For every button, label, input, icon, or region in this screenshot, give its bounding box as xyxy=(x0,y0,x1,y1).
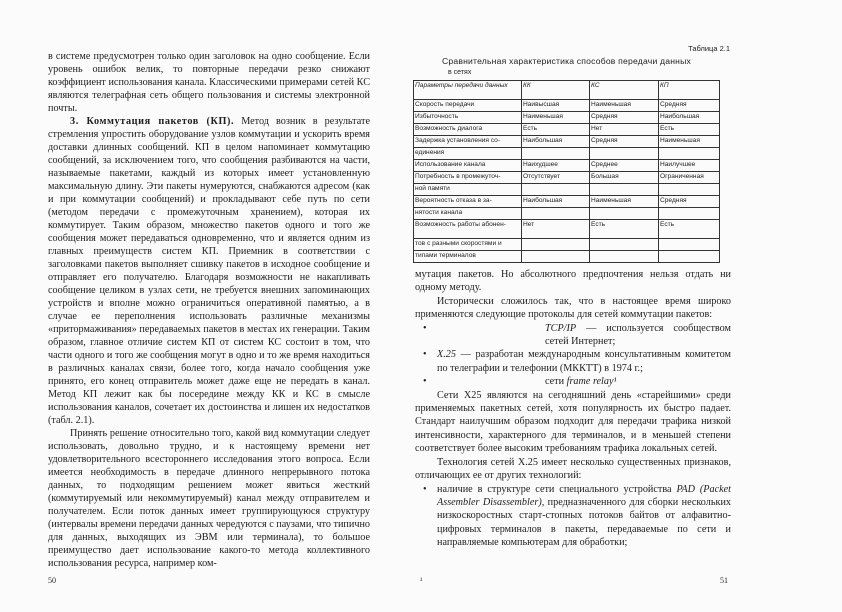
table-cell: Наилучшее xyxy=(659,160,720,172)
table-cell: Скорость передачи xyxy=(414,100,522,112)
table-header-cell: Параметры передачи данных xyxy=(414,81,522,100)
table-header-cell: КП xyxy=(659,81,720,100)
table-cell xyxy=(590,184,659,196)
table-row xyxy=(414,100,720,112)
table-title-continuation: в сетях xyxy=(448,69,472,76)
table-cell: Наименьшая xyxy=(590,100,659,112)
table-cell: Возможность работы абонен- xyxy=(414,220,522,239)
list-item-term: PAD (Packet Assembler Disassembler), xyxy=(437,483,731,508)
page-number-right: 51 xyxy=(720,576,728,585)
table-cell: Использование канала xyxy=(414,160,522,172)
list-item-term: TCP/IP xyxy=(545,322,577,334)
table-cell: Есть xyxy=(522,124,590,136)
table-title: Сравнительная характеристика способов передачи данных xyxy=(441,56,691,66)
table-cell: Возможность диалога xyxy=(414,124,522,136)
table-row xyxy=(414,124,720,136)
table-cell xyxy=(590,251,659,263)
paragraph-text: Метод возник в результате стремления упростить оборудование узлов коммутации и ускорить время доставки длинных сообщений. КП в целом напоминает коммутацию сообщений, за исключением того, что сообщения разбиваются на части, называемые пакетами, каждый из которых имеет установленную максимальную длину. Эти пакеты нумеруются, снабжаются адресом (как и при коммутации сообщений) и прокладывают себе путь по сети (методом передачи с промежуточным хранением), которая их коммутирует. Таким образом, множество пакетов одного и того же сообщения может передаваться одновременно, что и является одним из главных преимуществ систем КП. Приемник в соответствии с заголовками пакетов выполняет сшивку пакетов в исходное сообщение и отправляет его получателю. Благодаря возможности не накапливать сообщение целиком в узлах сети, не требуется внешних запоминающих устройств и вполне можно ограничиться оперативной памятью, а в случае ее переполнения использовать различные механизмы «притормаживания» передаваемых пакетов в местах их генерации. Таким образом, главное отличие систем КП от систем КС состоит в том, что части одного и того же сообщения могут в одно и то же время находиться в различных каналах связи, более того, когда начало сообщения уже принято, его конец отправитель может даже еще не передать в канал. Метод КП лежит как бы посередине между КК и КС в смысле использования каналов, сочетает их достоинства и лишен их недостатков (табл. 2.1). xyxy=(48,116,370,426)
list-item-text: — используется сообществом сетей Интернет; xyxy=(545,322,731,348)
table-cell xyxy=(522,184,590,196)
paragraph: Принять решение относительно того, какой вид коммутации следует использовать, довольно трудно, и к настоящему времени нет удовлетворительного всестороннего исследования этого вопроса. Если имеется необходимость в передаче длинного непрерывного потока данных, то подходящим решением может явиться жесткий (коммутируемый или некоммутируемый) канал между отправителем и получателем. Если поток данных имеет группирующуюся структуру (интервалы времени передачи данных чередуются с паузами, что типично для данных, выходящих из ЭВМ или терминала), то большое преимущество дает использование какого-то метода коллективного использования ресурса, например ком- xyxy=(48,428,370,569)
table-cell: Ограниченная xyxy=(659,172,720,184)
table-row xyxy=(414,251,720,263)
table-cell: Отсутствует xyxy=(522,172,590,184)
list-item-text: сети xyxy=(545,376,567,388)
table-cell xyxy=(590,208,659,220)
table-cell: Наибольшая xyxy=(659,112,720,124)
table-row xyxy=(414,208,720,220)
list-item-text: наличие в структуре сети специального устройства xyxy=(437,483,677,495)
list-item-term: frame relay¹ xyxy=(566,376,617,388)
left-page-text xyxy=(48,50,370,570)
paragraph: Сети X25 являются на сегодняшний день «старейшими» среди применяемых пакетных сетей, хотя популярность их быстро падает. Стандарт наилучшим образом подходит для передачи трафика низкой интенсивности, характерного для терминалов, и в меньшей степени соответствует более высоким требованиям трафика локальных сетей. xyxy=(415,389,731,455)
table-cell xyxy=(659,208,720,220)
table-cell xyxy=(659,184,720,196)
table-header-row xyxy=(414,81,720,100)
table-row xyxy=(414,220,720,239)
table-cell: Средняя xyxy=(590,136,659,148)
table-cell: Вероятность отказа в за- xyxy=(414,196,522,208)
table-cell xyxy=(659,148,720,160)
list-item xyxy=(437,348,731,375)
table-header-cell: КК xyxy=(522,81,590,100)
list-item xyxy=(437,483,731,550)
table-cell: Есть xyxy=(590,220,659,239)
table-caption: Таблица 2.1 xyxy=(688,44,730,53)
table-cell: Избыточность xyxy=(414,112,522,124)
list-item xyxy=(437,375,731,388)
table-header-cell: КС xyxy=(590,81,659,100)
table-cell: Есть xyxy=(659,124,720,136)
list-item-text: — разработан международным консультативным комитетом по телеграфии и телефонии (МККТТ) в 1974 г.; xyxy=(437,349,731,374)
protocol-list xyxy=(415,322,731,389)
table-row xyxy=(414,184,720,196)
table-cell: Нет xyxy=(522,220,590,239)
table-row xyxy=(414,112,720,124)
table-cell: Есть xyxy=(659,220,720,239)
table-cell xyxy=(590,148,659,160)
table-row xyxy=(414,160,720,172)
table-row xyxy=(414,148,720,160)
table-cell: ной памяти xyxy=(414,184,522,196)
table-cell: Большая xyxy=(590,172,659,184)
table-cell: Задержка установления со- xyxy=(414,136,522,148)
table-cell: нятости канала xyxy=(414,208,522,220)
table-cell: Наименьшая xyxy=(659,136,720,148)
footnote-mark: ¹ xyxy=(420,576,423,585)
table-cell: тов с разными скоростями и xyxy=(414,239,522,251)
table-cell: Потребность в промежуточ- xyxy=(414,172,522,184)
comparison-table xyxy=(413,80,720,263)
table-cell: Наименьшая xyxy=(522,112,590,124)
table-cell xyxy=(522,239,590,251)
table-row xyxy=(414,239,720,251)
table-cell: Наибольшая xyxy=(522,196,590,208)
table-cell: Наибольшая xyxy=(522,136,590,148)
paragraph: Исторически сложилось так, что в настоящее время широко применяются следующие протоколы для сетей коммутации пакетов: xyxy=(415,295,731,321)
paragraph xyxy=(48,115,370,427)
table-cell: Среднее xyxy=(590,160,659,172)
feature-list xyxy=(415,483,731,550)
table-row xyxy=(414,196,720,208)
table-cell: Наихудшее xyxy=(522,160,590,172)
section-heading: 3. Коммутация пакетов (КП). xyxy=(70,116,235,127)
list-item-text: предназначенного для сборки нескольких низкоскоростных старт-стопных потоков байтов от алфавитно-цифровых терминалов в пакеты, передаваемые по сети и направляемые компьютерам для обработки; xyxy=(437,496,731,549)
table-row xyxy=(414,136,720,148)
table-cell: Нет xyxy=(590,124,659,136)
table-cell: Средняя xyxy=(659,100,720,112)
table-cell xyxy=(522,208,590,220)
table-cell xyxy=(522,148,590,160)
table-row xyxy=(414,172,720,184)
table-cell: Средняя xyxy=(659,196,720,208)
table-cell: Наивысшая xyxy=(522,100,590,112)
table-cell xyxy=(659,251,720,263)
list-item xyxy=(437,322,731,349)
page-number-left: 50 xyxy=(48,576,56,585)
paragraph: Технология сетей X.25 имеет несколько существенных признаков, отличающих ее от других технологий: xyxy=(415,456,731,482)
table-cell: единения xyxy=(414,148,522,160)
table-cell: Средняя xyxy=(590,112,659,124)
table-cell xyxy=(659,239,720,251)
table-cell: Наименьшая xyxy=(590,196,659,208)
table-cell xyxy=(522,251,590,263)
table-cell xyxy=(590,239,659,251)
right-page-text xyxy=(415,268,731,550)
table-cell: типами терминалов xyxy=(414,251,522,263)
list-item-term: X.25 xyxy=(437,349,456,361)
paragraph: мутация пакетов. Но абсолютного предпочтения нельзя отдать ни одному методу. xyxy=(415,269,731,294)
paragraph: в системе предусмотрен только один заголовок на одно сообщение. Если уровень ошибок велик, то повторные передачи резко снижают коэффициент использования канала. Классическими примерами сетей КС являются телеграфная сеть общего пользования и системы электронной почты. xyxy=(48,51,370,114)
